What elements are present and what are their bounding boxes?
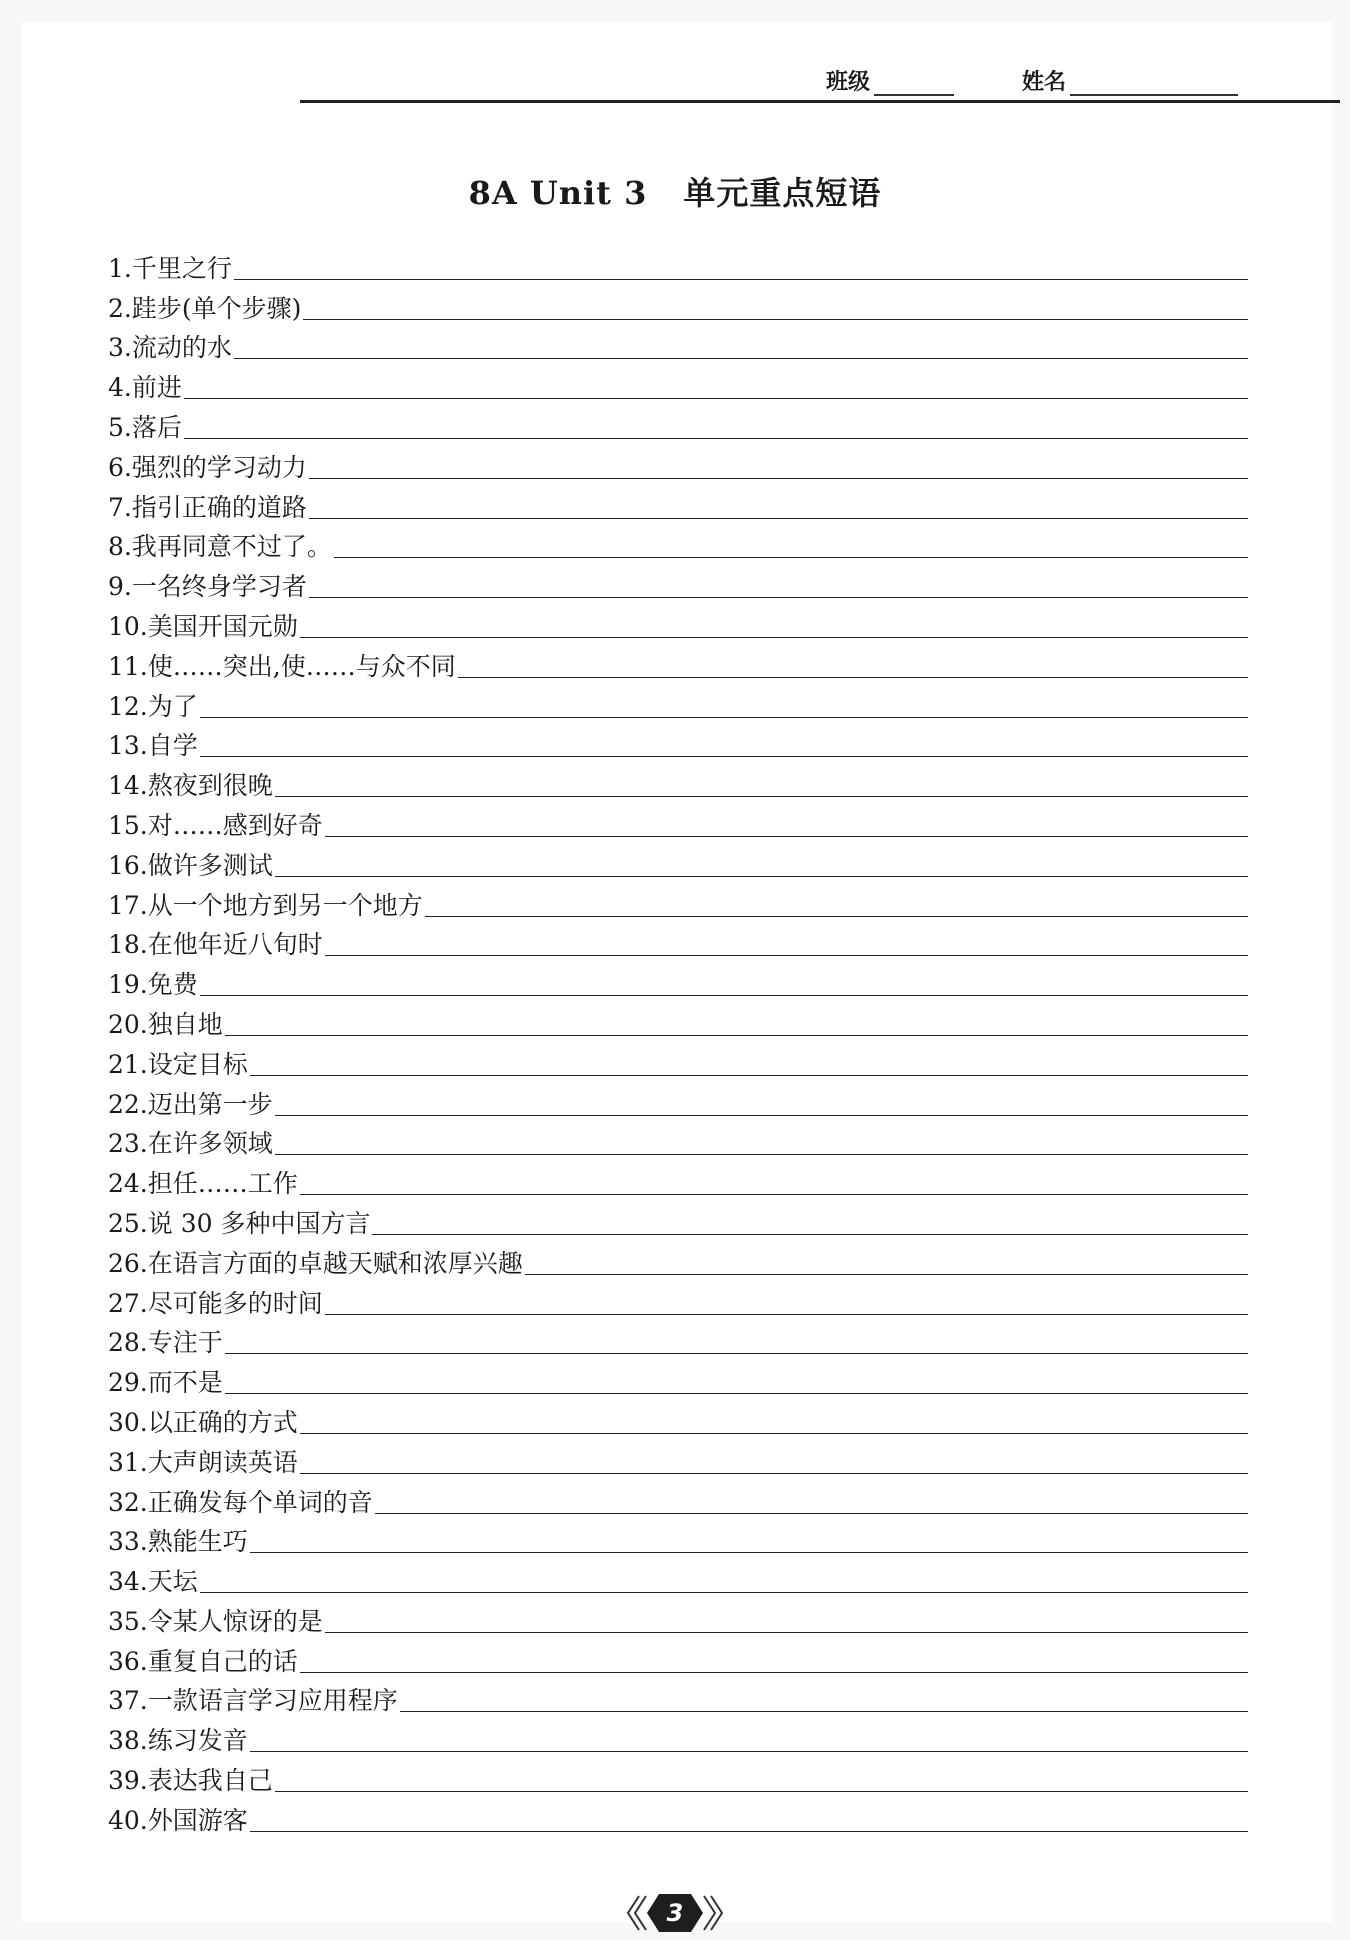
phrase-number: 17. xyxy=(108,890,148,920)
phrase-number: 36. xyxy=(108,1646,148,1676)
phrase-row xyxy=(108,761,1248,801)
phrase-text: 强烈的学习动力 xyxy=(131,452,307,482)
phrase-row xyxy=(108,1040,1248,1080)
phrase-text: 熬夜到很晚 xyxy=(147,771,273,801)
answer-blank[interactable] xyxy=(250,1551,1248,1553)
name-blank[interactable] xyxy=(1070,70,1238,96)
answer-blank[interactable] xyxy=(275,1153,1248,1155)
answer-blank[interactable] xyxy=(300,1472,1248,1474)
phrase-number: 25. xyxy=(108,1208,148,1238)
answer-blank[interactable] xyxy=(234,278,1248,280)
phrase-text: 表达我自己 xyxy=(147,1766,273,1796)
phrase-row xyxy=(108,1637,1248,1677)
answer-blank[interactable] xyxy=(200,755,1248,757)
phrase-text: 免费 xyxy=(147,970,198,1000)
answer-blank[interactable] xyxy=(225,1352,1248,1354)
name-field xyxy=(1022,66,1238,96)
phrase-text: 一名终身学习者 xyxy=(131,572,307,602)
phrase-text: 千里之行 xyxy=(131,253,232,283)
phrase-text: 担任……工作 xyxy=(147,1169,298,1199)
answer-blank[interactable] xyxy=(275,1790,1248,1792)
phrase-row xyxy=(108,1239,1248,1279)
phrase-row xyxy=(108,960,1248,1000)
phrase-number: 40. xyxy=(108,1805,148,1835)
answer-blank[interactable] xyxy=(525,1273,1248,1275)
phrase-text: 大声朗读英语 xyxy=(147,1447,298,1477)
phrase-row xyxy=(108,1159,1248,1199)
phrase-number: 28. xyxy=(108,1328,148,1358)
phrase-text: 在语言方面的卓越天赋和浓厚兴趣 xyxy=(147,1248,523,1278)
phrase-text: 独自地 xyxy=(147,1009,223,1039)
phrase-number: 29. xyxy=(108,1368,148,1398)
phrase-row xyxy=(108,1279,1248,1319)
phrase-number: 38. xyxy=(108,1726,148,1756)
phrase-number: 37. xyxy=(108,1686,148,1716)
phrase-text: 迈出第一步 xyxy=(147,1089,273,1119)
phrase-row xyxy=(108,1478,1248,1518)
phrase-row xyxy=(108,363,1248,403)
phrase-number: 6. xyxy=(108,452,132,482)
phrase-row xyxy=(108,523,1248,563)
answer-blank[interactable] xyxy=(325,1631,1248,1633)
phrase-number: 31. xyxy=(108,1447,148,1477)
phrase-text: 我再同意不过了。 xyxy=(131,532,332,562)
phrase-text: 流动的水 xyxy=(131,333,232,363)
answer-blank[interactable] xyxy=(375,1512,1248,1514)
phrase-number: 8. xyxy=(108,532,132,562)
phrase-number: 35. xyxy=(108,1606,148,1636)
answer-blank[interactable] xyxy=(275,875,1248,877)
answer-blank[interactable] xyxy=(309,517,1248,519)
phrase-row xyxy=(108,562,1248,602)
phrase-number: 32. xyxy=(108,1487,148,1517)
phrase-number: 4. xyxy=(108,373,132,403)
phrase-row xyxy=(108,483,1248,523)
phrase-number: 19. xyxy=(108,970,148,1000)
answer-blank[interactable] xyxy=(325,1313,1248,1315)
phrase-number: 18. xyxy=(108,930,148,960)
phrase-text: 指引正确的道路 xyxy=(131,492,307,522)
header xyxy=(0,0,1350,110)
phrase-row xyxy=(108,403,1248,443)
answer-blank[interactable] xyxy=(300,1432,1248,1434)
answer-blank[interactable] xyxy=(309,477,1248,479)
phrase-row xyxy=(108,722,1248,762)
phrase-text: 在许多领域 xyxy=(147,1129,273,1159)
phrase-number: 22. xyxy=(108,1089,148,1119)
phrase-text: 尽可能多的时间 xyxy=(147,1288,323,1318)
phrase-number: 21. xyxy=(108,1049,148,1079)
answer-blank[interactable] xyxy=(372,1233,1248,1235)
phrase-row xyxy=(108,602,1248,642)
phrase-row xyxy=(108,1199,1248,1239)
phrase-text: 一款语言学习应用程序 xyxy=(147,1686,398,1716)
phrase-row xyxy=(108,1518,1248,1558)
phrase-text: 美国开国元勋 xyxy=(147,611,298,641)
phrase-row xyxy=(108,921,1248,961)
phrase-text: 在他年近八旬时 xyxy=(147,930,323,960)
phrase-text: 前进 xyxy=(131,373,182,403)
answer-blank[interactable] xyxy=(303,318,1248,320)
phrase-text: 外国游客 xyxy=(147,1805,248,1835)
phrase-row xyxy=(108,1080,1248,1120)
class-label: 班级 xyxy=(826,69,871,95)
phrase-text: 从一个地方到另一个地方 xyxy=(147,890,423,920)
phrase-text: 天坛 xyxy=(147,1567,198,1597)
page-number-badge xyxy=(625,1888,725,1938)
answer-blank[interactable] xyxy=(400,1710,1248,1712)
answer-blank[interactable] xyxy=(250,1074,1248,1076)
phrase-row xyxy=(108,682,1248,722)
phrase-number: 13. xyxy=(108,731,148,761)
phrase-list xyxy=(108,244,1248,1836)
class-blank[interactable] xyxy=(874,70,954,96)
phrase-text: 做许多测试 xyxy=(147,850,273,880)
phrase-row xyxy=(108,324,1248,364)
phrase-row xyxy=(108,1319,1248,1359)
phrase-row xyxy=(108,881,1248,921)
phrase-number: 34. xyxy=(108,1567,148,1597)
phrase-number: 11. xyxy=(108,651,148,681)
answer-blank[interactable] xyxy=(225,1034,1248,1036)
answer-blank[interactable] xyxy=(200,1591,1248,1593)
phrase-number: 39. xyxy=(108,1766,148,1796)
phrase-text: 说 30 多种中国方言 xyxy=(147,1208,371,1238)
phrase-number: 30. xyxy=(108,1407,148,1437)
answer-blank[interactable] xyxy=(250,1750,1248,1752)
answer-blank[interactable] xyxy=(458,676,1248,678)
phrase-row xyxy=(108,1557,1248,1597)
phrase-row xyxy=(108,244,1248,284)
answer-blank[interactable] xyxy=(325,954,1248,956)
answer-blank[interactable] xyxy=(275,795,1248,797)
phrase-row xyxy=(108,443,1248,483)
phrase-row xyxy=(108,284,1248,324)
answer-blank[interactable] xyxy=(275,1114,1248,1116)
phrase-row xyxy=(108,1597,1248,1637)
phrase-text: 为了 xyxy=(147,691,198,721)
page-number: 3 xyxy=(666,1899,684,1927)
phrase-text: 以正确的方式 xyxy=(147,1407,298,1437)
phrase-text: 设定目标 xyxy=(147,1049,248,1079)
phrase-row xyxy=(108,1796,1248,1836)
phrase-text: 落后 xyxy=(131,412,182,442)
phrase-number: 10. xyxy=(108,611,148,641)
phrase-text: 对……感到好奇 xyxy=(147,810,323,840)
phrase-number: 3. xyxy=(108,333,132,363)
answer-blank[interactable] xyxy=(334,556,1248,558)
answer-blank[interactable] xyxy=(309,596,1248,598)
phrase-text: 跬步(单个步骤) xyxy=(131,293,302,323)
phrase-text: 使……突出,使……与众不同 xyxy=(147,651,456,681)
phrase-row xyxy=(108,801,1248,841)
phrase-text: 令某人惊讶的是 xyxy=(147,1606,323,1636)
header-rule xyxy=(300,100,1340,103)
phrase-row xyxy=(108,1000,1248,1040)
phrase-number: 9. xyxy=(108,572,132,602)
phrase-row xyxy=(108,841,1248,881)
answer-blank[interactable] xyxy=(234,357,1248,359)
phrase-row xyxy=(108,1398,1248,1438)
phrase-text: 专注于 xyxy=(147,1328,223,1358)
phrase-number: 7. xyxy=(108,492,132,522)
phrase-row xyxy=(108,1438,1248,1478)
phrase-number: 33. xyxy=(108,1527,148,1557)
phrase-number: 2. xyxy=(108,293,132,323)
phrase-text: 熟能生巧 xyxy=(147,1527,248,1557)
answer-blank[interactable] xyxy=(300,1193,1248,1195)
phrase-number: 12. xyxy=(108,691,148,721)
phrase-text: 重复自己的话 xyxy=(147,1646,298,1676)
phrase-number: 27. xyxy=(108,1288,148,1318)
phrase-number: 1. xyxy=(108,253,132,283)
phrase-text: 而不是 xyxy=(147,1368,223,1398)
title-unit: 8A Unit 3 xyxy=(468,174,648,212)
phrase-row xyxy=(108,1120,1248,1160)
answer-blank[interactable] xyxy=(200,716,1248,718)
title-subtitle: 单元重点短语 xyxy=(683,174,882,212)
phrase-number: 23. xyxy=(108,1129,148,1159)
name-label: 姓名 xyxy=(1022,69,1067,95)
phrase-number: 24. xyxy=(108,1169,148,1199)
phrase-row xyxy=(108,1756,1248,1796)
class-field xyxy=(826,66,954,96)
page-title xyxy=(0,168,1350,214)
answer-blank[interactable] xyxy=(425,915,1248,917)
phrase-row xyxy=(108,1358,1248,1398)
phrase-text: 练习发音 xyxy=(147,1726,248,1756)
answer-blank[interactable] xyxy=(300,1671,1248,1673)
answer-blank[interactable] xyxy=(325,835,1248,837)
phrase-number: 20. xyxy=(108,1009,148,1039)
answer-blank[interactable] xyxy=(184,397,1248,399)
answer-blank[interactable] xyxy=(184,437,1248,439)
answer-blank[interactable] xyxy=(200,994,1248,996)
phrase-row xyxy=(108,1716,1248,1756)
phrase-text: 正确发每个单词的音 xyxy=(147,1487,373,1517)
phrase-number: 5. xyxy=(108,412,132,442)
phrase-row xyxy=(108,642,1248,682)
phrase-row xyxy=(108,1677,1248,1717)
phrase-text: 自学 xyxy=(147,731,198,761)
phrase-number: 16. xyxy=(108,850,148,880)
answer-blank[interactable] xyxy=(250,1830,1248,1832)
phrase-number: 14. xyxy=(108,771,148,801)
answer-blank[interactable] xyxy=(300,636,1248,638)
phrase-number: 15. xyxy=(108,810,148,840)
phrase-number: 26. xyxy=(108,1248,148,1278)
answer-blank[interactable] xyxy=(225,1392,1248,1394)
